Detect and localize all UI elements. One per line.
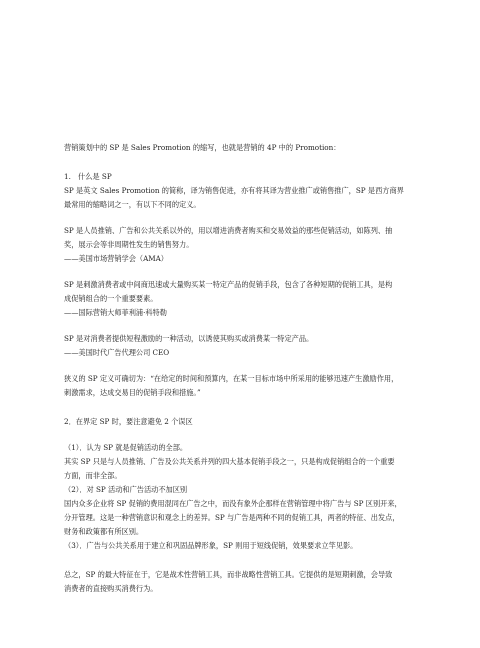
definition2-line1: SP 是人员推销、广告和公共关系以外的，用以增进消费者购买和交易效益的那些促销活动，如陈列、抽 (64, 226, 393, 235)
definition5-line2: 刺激需求，达成交易目的促销手段和措施。” (64, 388, 201, 397)
definition2-line2: 奖，展示会等非周期性发生的销售努力。 (64, 240, 194, 249)
definition1-line2: 最常用的缩略词之一，有以下不同的定义。 (64, 200, 201, 209)
misconception2-body-line2: 分开管理。这是一种营销意识和观念上的差异。SP 与广告是两种不同的促销工具，两者的特征、出发点， (64, 513, 400, 522)
definition3-source: ——国际营销大师菲利浦·科特勒 (64, 308, 167, 317)
conclusion-line2: 消费者的直接购买消费行为。 (64, 584, 158, 593)
section1-heading: 1. 什么是 SP (64, 172, 112, 181)
definition5-line1: 狭义的 SP 定义可确切为：“在给定的时间和预算内，在某一目标市场中所采用的能够迅速产生激励作用， (64, 374, 399, 383)
misconception2-body-line1: 国内众多企业将 SP 促销的费用混同在广告之中，而没有象外企那样在营销管理中将广告与 SP 区别开来， (64, 499, 402, 508)
misconception1-body-line1: 其实 SP 只是与人员推销、广告及公共关系并列的四大基本促销手段之一，只是构成促销组合的一个重要 (64, 457, 395, 466)
section2-heading: 2．在界定 SP 时，要注意避免 2 个误区 (64, 417, 193, 426)
point3-line: （3）．广告与公共关系用于建立和巩固品牌形象，SP 则用于短线促销，效果要求立竿见影。 (64, 541, 358, 550)
misconception1-body-line2: 方面，而非全部。 (64, 471, 122, 480)
conclusion-line1: 总之，SP 的最大特征在于，它是战术性营销工具，而非战略性营销工具。它提供的是短期刺激，会导致 (64, 570, 393, 579)
definition4-source: ——美国时代广告代理公司 CEO (64, 348, 170, 357)
definition4-line1: SP 是对消费者提供短程激励的一种活动，以诱使其购买或消费某一特定产品。 (64, 334, 314, 343)
intro-paragraph: 营销策划中的 SP 是 Sales Promotion 的缩写，也就是营销的 4P 中的 Promotion： (64, 143, 341, 152)
definition1-line1: SP 是英文 Sales Promotion 的简称，译为销售促进，亦有将其译为营业推广或销售推广，SP 是西方商界 (64, 186, 404, 195)
misconception2-body-line3: 财务和政策都有所区别。 (64, 527, 144, 536)
misconception1-title: （1）．认为 SP 就是促销活动的全部。 (64, 443, 188, 452)
definition3-line2: 成促销组合的一个重要要素。 (64, 294, 158, 303)
definition3-line1: SP 是刺激消费者或中间商迅速或大量购买某一特定产品的促销手段，包含了各种短期的促销工具，是构 (64, 280, 393, 289)
definition2-source: ——美国市场营销学会（AMA） (64, 254, 168, 263)
misconception2-title: （2）．对 SP 活动和广告活动不加区别 (64, 485, 188, 494)
